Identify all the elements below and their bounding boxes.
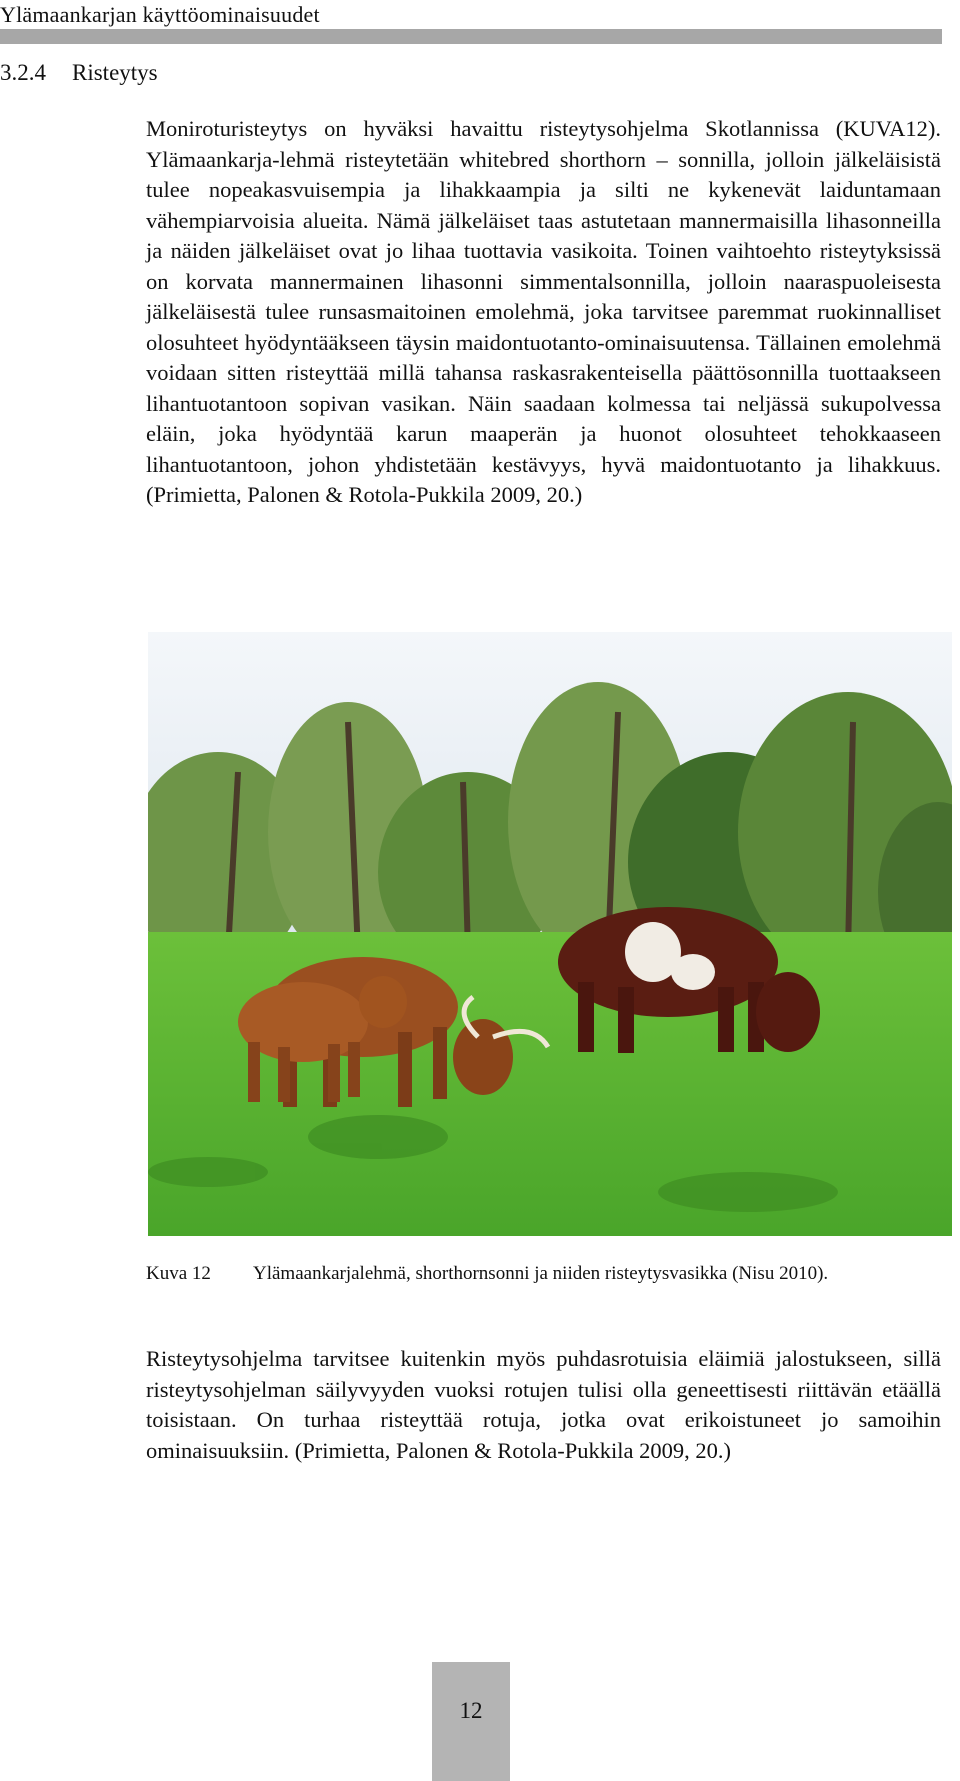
section-title: Risteytys <box>72 60 158 85</box>
figure-label: Kuva 12 <box>146 1263 211 1284</box>
figure-caption-text: Ylämaankarjalehmä, shorthornsonni ja niiden risteytysvasikka (Nisu 2010). <box>253 1263 829 1284</box>
section-number: 3.2.4 <box>0 60 46 85</box>
cattle-photo-illustration <box>148 632 952 1236</box>
page-number: 12 <box>432 1662 510 1781</box>
paragraph-2: Risteytysohjelma tarvitsee kuitenkin myös puhdasrotuisia eläimiä jalostukseen, sillä risteytysohjelman säilyvyyden vuoksi rotujen tulisi olla geneettisesti riittävän etäällä toisistaan. On turhaa risteyttää rotuja, jotka ovat erikoistuneet jo samoihin ominaisuuksiin. (Primietta, Palonen & Rotola-Pukkila 2009, 20.) <box>146 1346 941 1463</box>
cattle-photo <box>148 632 952 1236</box>
header-rule <box>0 29 942 44</box>
paragraph-1: Moniroturisteytys on hyväksi havaittu risteytysohjelma Skotlannissa (KUVA12). Ylämaankarja-lehmä risteytetään whitebred shorthorn – sonnilla, jolloin jälkeläisistä tulee nopeakasvuisempia ja lihakkaampia ja silti ne kykenevät laiduntamaan vähempiarvoisia alueita. Nämä jälkeläiset taas astutetaan mannermaisilla lihasonneilla ja näiden jälkeläiset ovat jo lihaa tuottavia vasikoita. Toinen vaihtoehto risteytyksissä on korvata mannermainen lihasonni simmentalsonnilla, jolloin naaraspuoleisesta jälkeläisestä tulee runsasmaitoinen emolehmä, joka tarvitsee paremmat ruokinnalliset olosuhteet hyödyntääkseen täysin maidontuotanto-ominaisuutensa. Tällainen emolehmä voidaan sitten risteyttää millä tahansa raskasrakenteisella päättösonnilla tuottaakseen lihantuotantoon sopivan vasikan. Näin saadaan kolmessa tai neljässä sukupolvessa eläin, joka hyödyntää karun maaperän ja huonot olosuhteet tehokkaaseen lihantuotantoon, johon yhdistetään kestävyys, hyvä maidontuotanto ja lihakkuus. (Primietta, Palonen & Rotola-Pukkila 2009, 20.) <box>146 116 941 507</box>
section-heading <box>0 60 158 86</box>
running-header: Ylämaankarjan käyttöominaisuudet <box>0 2 320 27</box>
figure-caption <box>146 1263 828 1285</box>
